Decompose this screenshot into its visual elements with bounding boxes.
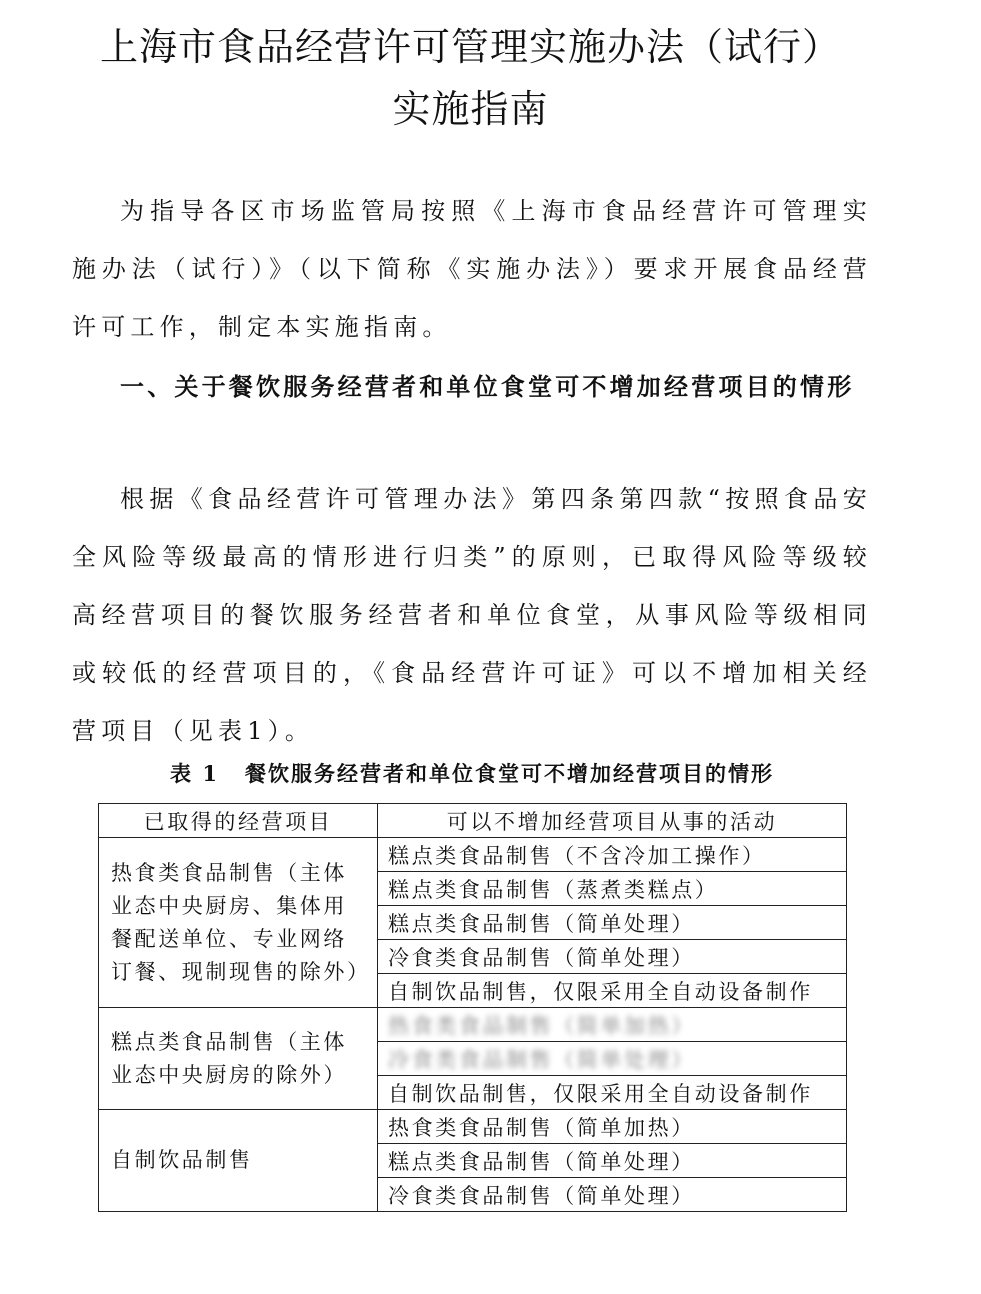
obtained-item-cell: 糕点类食品制售（主体业态中央厨房的除外） (99, 1008, 378, 1110)
table-row (99, 1110, 847, 1144)
blurred-text: 热食类食品制售（简单加热） (388, 1013, 695, 1038)
intro-paragraph: 为指导各区市场监管局按照《上海市食品经营许可管理实施办法（试行）》（以下简称《实施办法》）要求开展食品经营许可工作，制定本实施指南。 (72, 197, 872, 341)
section-1-body: 根据《食品经营许可管理办法》第四条第四款“按照食品安全风险等级最高的情形进行归类”的原则，已取得风险等级较高经营项目的餐饮服务经营者和单位食堂，从事风险等级相同或较低的经营项目的，《食品经营许可证》可以不增加相关经营项目（见表1）。 (72, 485, 872, 745)
table-header-row (99, 804, 847, 838)
table-caption-number: 表 1 (170, 761, 219, 786)
activity-cell: 自制饮品制售，仅限采用全自动设备制作 (378, 974, 847, 1008)
activity-cell (378, 1008, 847, 1042)
obtained-item-cell: 热食类食品制售（主体业态中央厨房、集体用餐配送单位、专业网络订餐、现制现售的除外） (99, 838, 378, 1008)
document-title-line-2: 实施指南 (392, 87, 549, 131)
document-title-line-1: 上海市食品经营许可管理实施办法（试行） (99, 25, 841, 69)
table-1-caption (98, 758, 846, 788)
activity-cell: 糕点类食品制售（蒸煮类糕点） (378, 872, 847, 906)
activity-cell: 自制饮品制售，仅限采用全自动设备制作 (378, 1076, 847, 1110)
obtained-item-cell: 自制饮品制售 (99, 1110, 378, 1212)
activity-cell: 糕点类食品制售（简单处理） (378, 906, 847, 940)
blurred-text: 冷食类食品制售（简单处理） (388, 1047, 695, 1072)
activity-cell: 热食类食品制售（简单加热） (378, 1110, 847, 1144)
header-allowed-activities: 可以不增加经营项目从事的活动 (378, 804, 847, 838)
section-1-heading: 一、关于餐饮服务经营者和单位食堂可不增加经营项目的情形 (120, 373, 855, 401)
table-row (99, 1008, 847, 1042)
activity-cell: 糕点类食品制售（不含冷加工操作） (378, 838, 847, 872)
activity-cell (378, 1042, 847, 1076)
table-1 (98, 803, 847, 1212)
header-obtained-items: 已取得的经营项目 (99, 804, 378, 838)
table-row (99, 838, 847, 872)
activity-cell: 冷食类食品制售（简单处理） (378, 1178, 847, 1212)
activity-cell: 冷食类食品制售（简单处理） (378, 940, 847, 974)
table-caption-text: 餐饮服务经营者和单位食堂可不增加经营项目的情形 (244, 761, 774, 786)
activity-cell: 糕点类食品制售（简单处理） (378, 1144, 847, 1178)
